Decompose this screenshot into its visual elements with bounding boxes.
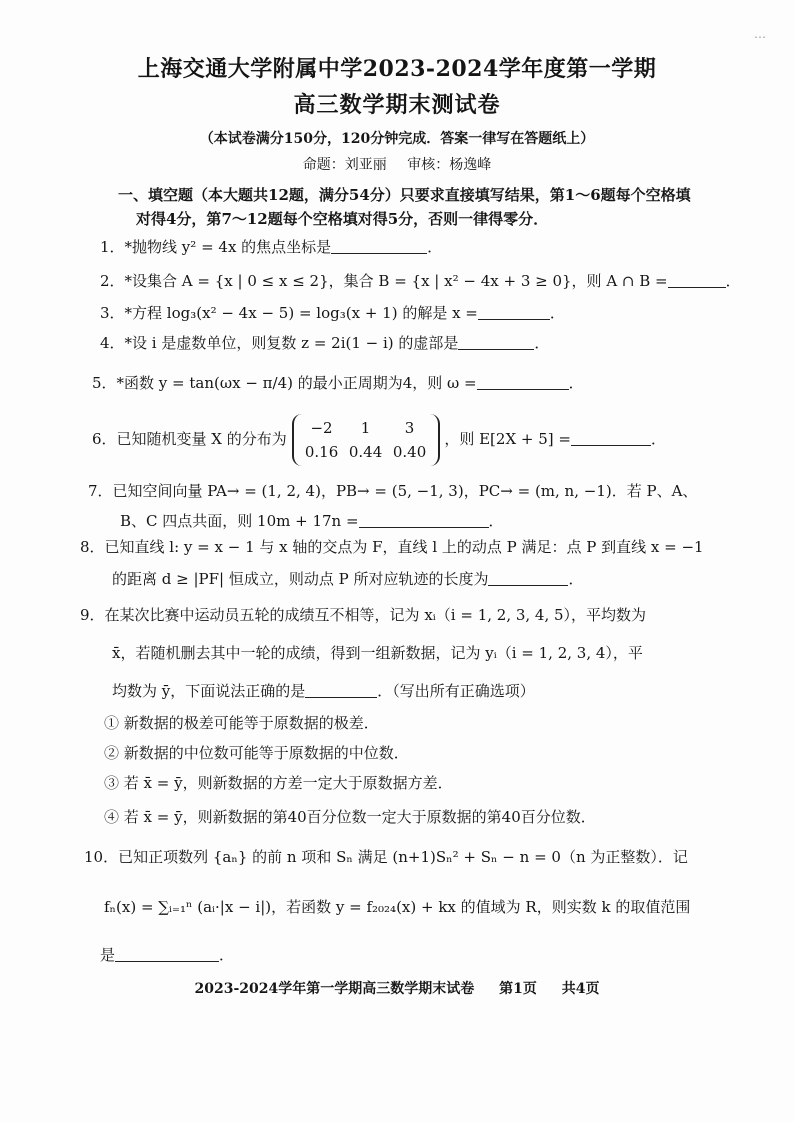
question-5-text: 5．*函数 y = tan(ωx − π/4) 的最小正周期为4，则 ω = (92, 374, 477, 392)
question-1-text: 1．*抛物线 y² = 4x 的焦点坐标是 (100, 238, 332, 256)
matrix-cell: −2 (310, 419, 333, 437)
matrix-row-probabilities (300, 440, 432, 464)
reviewer: 审核：杨逸峰 (407, 157, 492, 173)
matrix-cell: 1 (360, 419, 371, 437)
exam-note: （本试卷满分150分，120分钟完成．答案一律写在答题纸上） (199, 131, 595, 147)
question-10-line1: 10．已知正项数列 {aₙ} 的前 n 项和 Sₙ 满足 (n+1)Sₙ² + Sₙ − n = 0（n 为正整数）．记 (84, 848, 688, 866)
question-9-line3 (112, 680, 535, 701)
matrix-cell: 3 (404, 419, 415, 437)
section-heading-line1: 一、填空题（本大题共12题，满分54分）只要求直接填写结果，第1～6题每个空格填 (118, 186, 691, 204)
question-2: 2．*设集合 A = {x | 0 ≤ x ≤ 2}，集合 B = {x | x² − 4x + 3 ≥ 0}，则 A ∩ B = ． (100, 272, 741, 290)
question-8-line2: 的距离 d ≥ |PF| 恒成立，则动点 P 所对应轨迹的长度为 ． (112, 570, 584, 588)
question-9-line1: 9．在某次比赛中运动员五轮的成绩互不相等，记为 xᵢ（i = 1, 2, 3, 4, 5），平均数为 (80, 606, 647, 624)
question-6: 6．已知随机变量 X 的分布为 −2 1 3 0.16 0.44 0.40 ，则 E[2X + 5] = ． (92, 414, 666, 466)
question-3: 3．*方程 log₃(x² − 4x − 5) = log₃(x + 1) 的解是 x = ． (100, 304, 565, 322)
question-9-option: ③ 若 x̄ = ȳ，则新数据的方差一定大于原数据方差． (104, 774, 453, 792)
question-6-suffix: ，则 E[2X + 5] = (444, 430, 571, 448)
question-9-hint: ．（写出所有正确选项） (377, 682, 535, 700)
distribution-matrix (292, 414, 440, 466)
exam-title: 上海交通大学附属中学2023-2024学年度第一学期 (137, 56, 657, 82)
author: 命题：刘亚丽 (302, 157, 387, 173)
exam-subtitle: 高三数学期末测试卷 (293, 92, 501, 118)
question-9-option: ④ 若 x̄ = ȳ，则新数据的第40百分位数一定大于原数据的第40百分位数． (104, 808, 596, 826)
question-7-line2: B、C 四点共面，则 10m + 17n = ． (120, 512, 504, 530)
footer-exam-name: 2023-2024学年第一学期高三数学期末试卷 (194, 981, 475, 997)
question-7-line1: 7．已知空间向量 PA→ = (1, 2, 4)，PB→ = (5, −1, 3)，PC→ = (m, n, −1)．若 P、A、 (88, 482, 698, 500)
answer-blank (478, 305, 550, 320)
question-4-text: 4．*设 i 是虚数单位，则复数 z = 2i(1 − i) 的虚部是 (100, 334, 459, 352)
question-10-text: 是 (100, 946, 116, 964)
question-9-line2: x̄，若随机删去其中一轮的成绩，得到一组新数据，记为 yᵢ（i = 1, 2, 3, 4），平 (112, 644, 643, 662)
section-heading-line2: 对得4分，第7～12题每个空格填对得5分，否则一律得零分． (136, 210, 549, 228)
question-4: 4．*设 i 是虚数单位，则复数 z = 2i(1 − i) 的虚部是 ． (100, 334, 550, 352)
corner-mark: ⋯ (754, 30, 766, 44)
question-3-text: 3．*方程 log₃(x² − 4x − 5) = log₃(x + 1) 的解是 x = (100, 304, 478, 322)
answer-blank (115, 947, 219, 962)
answer-blank (571, 431, 651, 446)
answer-blank (305, 683, 377, 698)
question-2-text: 2．*设集合 A = {x | 0 ≤ x ≤ 2}，集合 B = {x | x² − 4x + 3 ≥ 0}，则 A ∩ B = (100, 272, 668, 290)
answer-blank (359, 513, 489, 528)
matrix-cell: 0.40 (392, 443, 427, 461)
question-9-text: 均数为 ȳ，下面说法正确的是 (112, 682, 306, 700)
matrix-cell: 0.16 (304, 443, 339, 461)
matrix-cell: 0.44 (348, 443, 383, 461)
page-footer (0, 978, 794, 998)
author-line (0, 154, 794, 174)
question-10-line3: 是 ． (100, 946, 235, 964)
question-8-text: 的距离 d ≥ |PF| 恒成立，则动点 P 所对应轨迹的长度为 (112, 570, 489, 588)
answer-blank (331, 239, 427, 254)
matrix-row-values (300, 416, 432, 440)
question-10-line2: fₙ(x) = ∑ᵢ₌₁ⁿ (aᵢ·|x − i|)，若函数 y = f₂₀₂₄(x) + kx 的值域为 R，则实数 k 的取值范围 (104, 898, 691, 916)
footer-page-number: 第1页 (499, 981, 537, 997)
question-9-option: ② 新数据的中位数可能等于原数据的中位数． (104, 744, 409, 762)
question-7-text: B、C 四点共面，则 10m + 17n = (120, 512, 359, 530)
question-5: 5．*函数 y = tan(ωx − π/4) 的最小正周期为4，则 ω = ． (92, 374, 584, 392)
footer-total-pages: 共4页 (561, 981, 600, 997)
question-9-option: ① 新数据的极差可能等于原数据的极差． (104, 714, 379, 732)
question-8-line1: 8．已知直线 l: y = x − 1 与 x 轴的交点为 F，直线 l 上的动点 P 满足：点 P 到直线 x = −1 (80, 538, 704, 556)
answer-blank (458, 335, 534, 350)
question-6-prefix: 6．已知随机变量 X 的分布为 (92, 430, 287, 448)
answer-blank (488, 571, 568, 586)
answer-blank (668, 273, 726, 288)
answer-blank (477, 375, 569, 390)
question-1: 1．*抛物线 y² = 4x 的焦点坐标是 ． (100, 238, 443, 256)
